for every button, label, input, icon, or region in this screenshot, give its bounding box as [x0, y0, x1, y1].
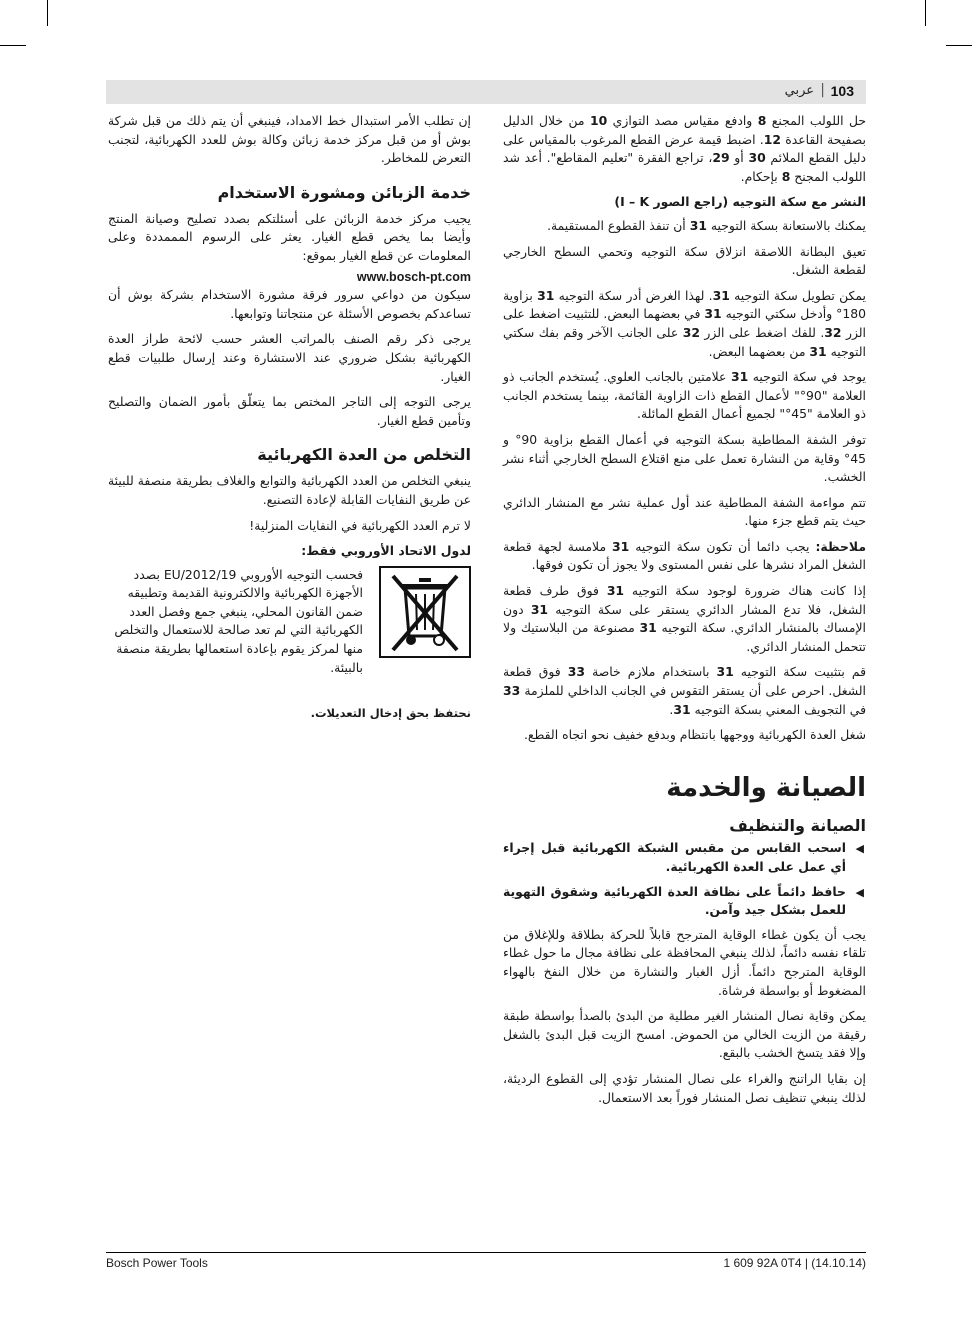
paragraph: إن بقايا الراتنج والغراء على نصال المنشار تؤدي إلى القطوع الرديئة، لذلك ينبغي تنظيف نصل المنشار فوراً بعد الاستعمال.: [503, 1070, 866, 1105]
paragraph: يرجى التوجه إلى التاجر المختص بما يتعلّق بأمور الضمان والتصليح وتأمين قطع الغيار.: [108, 394, 471, 428]
paragraph: قم بتثبيت سكة التوجيه 31 باستخدام ملازم خاصة 33 فوق قطعة الشغل. احرص على أن يستقر التقوس في الجانب الداخلي للملزمة 33 في التجويف المعني بسكة التوجيه 31.: [503, 664, 866, 717]
page-header: [106, 80, 866, 104]
maintenance-title: الصيانة والخدمة: [666, 772, 866, 803]
warning-item: ◀ اسحب القابس من مقبس الشبكة الكهربائية قبل إجراء أي عمل على العدة الكهربائية.: [503, 840, 864, 874]
header-separator: |: [820, 82, 825, 98]
paragraph: تعيق البطانة اللاصقة انزلاق سكة التوجيه وتحمي السطح الخارجي لقطعة الشغل.: [503, 243, 866, 278]
paragraph: حل اللولب المجنع 8 وادفع مقياس مصد التوازي 10 من خلال الدليل بصفيحة القاعدة 12. اضبط قيمة عرض القطع المرغوب بالمقياس على دليل القطع الملائم 30 أو 29، تراجع الفقرة "تعليم المقاطع". أعد شد اللولب المجنح 8 بإحكام.: [503, 113, 867, 184]
crop-mark-left-top: [0, 45, 26, 46]
crossed-out-wheelie-bin-icon: [379, 566, 471, 658]
guide-rail-heading: النشر مع سكة التوجيه (راجع الصور I – K): [614, 194, 866, 210]
paragraph: يمكنك بالاستعانة بسكة التوجيه 31 أن تنفذ القطوع المستقيمة.: [547, 217, 866, 233]
paragraph: سيكون من دواعي سرور فرقة مشورة الاستخدام بشركة بوش أن تساعدكم بخصوص الأسئلة عن منتجاتنا وتوابعها.: [108, 287, 471, 321]
footer-rule: [106, 1252, 866, 1253]
paragraph: توفر الشفة المطاطية بسكة التوجيه في أعمال القطع بزاوية 90° و 45° وقاية من النشارة تعمل على منع اقتلاع السطح الخارجي أثناء نشر الخشب.: [503, 431, 866, 485]
language-label: عربي: [784, 83, 814, 98]
website-link[interactable]: www.bosch-pt.com: [356, 269, 471, 284]
eu-heading: لدول الاتحاد الأوروبي فقط:: [301, 543, 471, 559]
right-column: [503, 112, 866, 1114]
paragraph: يمكن تطويل سكة التوجيه 31. لهذا الغرض أدر سكة التوجيه 31 بزاوية 180° وأدخل سكتي التوجيه 31 في بعضهما البعض. للتثبيت اضغط على الزر 32. للفك اضغط على الزر 32 على الجانب الآخر وقم بفك سكتي التوجيه 31 من بعضهما البعض.: [503, 287, 866, 359]
warning-triangle-icon: ◀: [855, 885, 864, 899]
disposal-title: التخلص من العدة الكهربائية: [257, 445, 471, 465]
paragraph: لا ترم العدد الكهربائية في النفايات المنزلية!: [249, 517, 471, 533]
warning-triangle-icon: ◀: [855, 842, 864, 856]
note-paragraph: ملاحظة: يجب دائما أن تكون سكة التوجيه 31 ملامسة لجهة قطعة الشغل المراد نشرها على نفس المستوى ولا يجوز أن تكون فوقها.: [503, 538, 866, 573]
page-number: 103: [830, 83, 854, 99]
paragraph: يمكن وقاية نصال المنشار الغير مطلية من البدئ بالصدأ بواسطة طبقة رقيقة من الزيت الخالي من الحموض. امسح الزيت قبل البدئ بالشغل وإلا فقد يتسخ الخشب بالبقع.: [503, 1008, 866, 1061]
footer-doc-ref: 1 609 92A 0T4 | (14.10.14): [723, 1256, 866, 1270]
paragraph: ينبغي التخلص من العدد الكهربائية والتوابع والغلاف بطريقة منصفة للبيئة عن طريق النفايات القابلة لإعادة التصنيع.: [108, 473, 471, 507]
warning-item: ◀ حافظ دائماً على نظافة العدة الكهربائية وشقوق التهوية للعمل بشكل جيد وآمن.: [503, 883, 864, 918]
paragraph: يجب أن يكون غطاء الوقاية المترجح قابلاً للحركة بطلاقة وللإغلاق من تلقاء نفسه دائماً، لذلك ينبغي المحافظة على نظافة مجال ما حول غطاء الوقاية المترجح دائماً. أزل الغبار والنشارة من خلال النفخ بالهواء المضغوط أو بواسطة فرشاة.: [503, 926, 866, 998]
paragraph: شغل العدة الكهربائية ووجهها بانتظام وبدفع خفيف نحو اتجاه القطع.: [523, 727, 866, 743]
paragraph: إذا كانت هناك ضرورة لوجود سكة التوجيه 31 فوق طرف قطعة الشغل، فلا تدع المشار الدائري يستقر على سكة التوجيه 31 دون الإمساك بالمنشار الدائري. سكة التوجيه 31 مصنوعة من البلاستيك ولا تتحمل المنشار الدائري.: [503, 583, 866, 654]
eu-directive-text: فحسب التوجيه الأوروبي 2012/19/EU بصدد الأجهزة الكهربائية والالكترونية القديمة وتطبيقه ضمن القانون المحلي، ينبغي جمع وفصل العدد الكهربائية التي لم تعد صالحة للاستعمال والتخلص منها لمركز يقوم بإعادة استعمالها بطريقة منصفة بالبيئة.: [114, 566, 363, 675]
service-title: خدمة الزبائن ومشورة الاستخدام: [217, 182, 471, 202]
cleaning-title: الصيانة والتنظيف: [729, 815, 866, 835]
paragraph: يجيب مركز خدمة الزبائن على أسئلتكم بصدد تصليح وصيانة المنتج وأيضا بما يخص قطع الغيار. يعثر على الرسوم المممددة وعلى المعلومات عن قطع الغيار بموقع:: [108, 210, 471, 263]
footer-brand: Bosch Power Tools: [106, 1256, 208, 1270]
crop-mark-right-top: [946, 45, 972, 46]
paragraph: يرجى ذكر رقم الصنف بالمراتب العشر حسب لائحة طراز العدة الكهربائية بشكل ضروري عند الاستشارة وعند إرسال طلبيات قطع الغيار.: [108, 331, 471, 384]
crop-mark-top-left: [47, 0, 48, 26]
paragraph: إن تطلب الأمر استبدال خط الامداد، فينبغي أن يتم ذلك من قبل شركة بوش أو من قبل مركز خدمة زبائن وكالة بوش للعدد الكهربائية، لتجنب التعرض للمخاطر.: [108, 113, 471, 166]
paragraph: تتم مواءمة الشفة المطاطية عند أول عملية نشر مع المنشار الدائري حيث يتم قطع جزء منها.: [503, 494, 866, 529]
paragraph: يوجد في سكة التوجيه 31 علامتين بالجانب العلوي. يُستخدم الجانب ذو العلامة "90°" لأعمال القطع ذات الزاوية القائمة، بينما يستخدم الجانب ذو العلامة "45°" لجميع أعمال القطع المائلة.: [503, 369, 866, 422]
left-column: [108, 112, 471, 727]
rights-notice: نحتفظ بحق إدخال التعديلات.: [310, 705, 471, 720]
crop-mark-top-right: [925, 0, 926, 26]
eu-disposal-block: [108, 566, 471, 698]
